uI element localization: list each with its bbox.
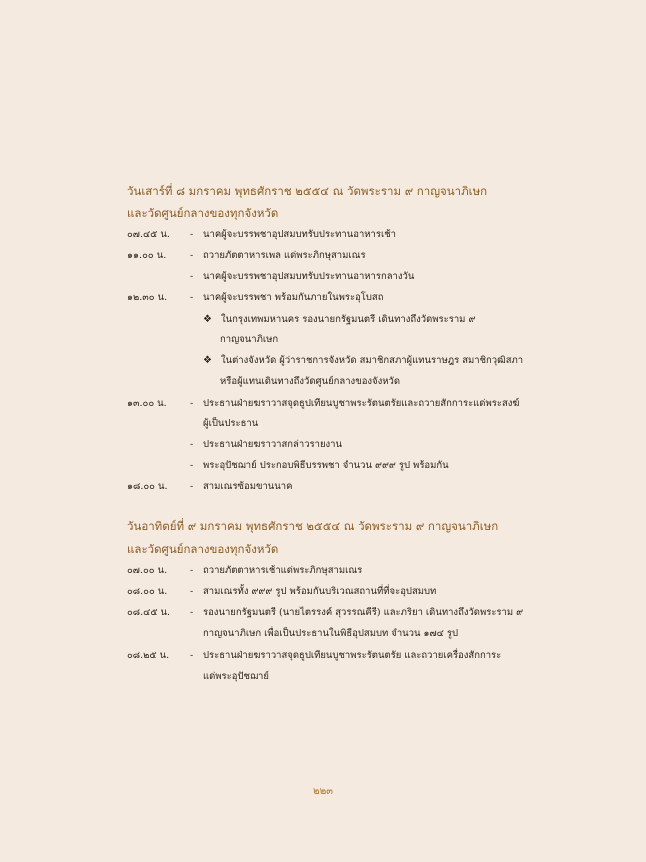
schedule-text: นาคผู้จะบรรพชาอุปสมบทรับประทานอาหารกลางวัน (203, 271, 415, 282)
schedule-row (127, 266, 527, 287)
schedule-dash: - (190, 439, 194, 450)
schedule-text: ประธานฝ่ายฆราวาสจุดธูปเทียนบูชาพระรัตนตรัยและถวายสักการะแด่พระสงฆ์ (203, 398, 520, 409)
schedule-dash: - (190, 460, 194, 471)
schedule-text-continued: ผู้เป็นประธาน (203, 418, 259, 429)
schedule-row (127, 434, 527, 455)
schedule-row (127, 581, 527, 602)
schedule-row (127, 393, 527, 414)
bullet-text-continued: หรือผู้แทนเดินทางถึงวัดศูนย์กลางของจังหวัด (220, 376, 401, 387)
schedule-dash: - (190, 607, 194, 618)
schedule-text: ถวายภัตตาหารเช้าแด่พระภิกษุสามเณร (203, 565, 363, 576)
section2-heading-line1: วันอาทิตย์ที่ ๙ มกราคม พุทธศักราช ๒๕๕๔ ณ วัดพระราม ๙ กาญจนาภิเษก (127, 519, 499, 533)
section2-heading-line2: และวัดศูนย์กลางของทุกจังหวัด (127, 542, 279, 556)
schedule-dash: - (190, 250, 194, 261)
bullet-text-continued: กาญจนาภิเษก (220, 334, 279, 345)
schedule-dash: - (190, 481, 194, 492)
schedule-row (127, 560, 527, 581)
schedule-time: ๐๗.๔๕ น. (127, 229, 170, 240)
schedule-dash: - (190, 650, 194, 661)
schedule-time: ๑๒.๓๐ น. (127, 292, 168, 303)
schedule-text: ประธานฝ่ายฆราวาสจุดธูปเทียนบูชาพระรัตนตรัย และถวายเครื่องสักการะ (203, 650, 502, 661)
schedule-text: ประธานฝ่ายฆราวาสกล่าวรายงาน (203, 439, 342, 450)
schedule-time: ๐๘.๒๕ น. (127, 650, 170, 661)
schedule-text: สามเณรซ้อมขานนาค (203, 481, 293, 492)
schedule-row (127, 602, 527, 623)
schedule-text-continued: กาญจนาภิเษก เพื่อเป็นประธานในพิธีอุปสมบท จำนวน ๑๗๔ รูป (203, 628, 459, 639)
schedule-time: ๑๘.๐๐ น. (127, 481, 168, 492)
schedule-time: ๑๓.๐๐ น. (127, 398, 167, 409)
section1-heading-line2: และวัดศูนย์กลางของทุกจังหวัด (127, 206, 279, 220)
schedule-dash: - (190, 565, 194, 576)
schedule-time: ๐๗.๐๐ น. (127, 565, 168, 576)
schedule-dash: - (190, 586, 194, 597)
schedule-dash: - (190, 229, 194, 240)
schedule-row (127, 245, 527, 266)
schedule-text: ถวายภัตตาหารเพล แด่พระภิกษุสามเณร (203, 250, 366, 261)
bullet-text: ในต่างจังหวัด ผู้ว่าราชการจังหวัด สมาชิกสภาผู้แทนราษฎร สมาชิกวุฒิสภา (221, 355, 524, 366)
page-number: ๒๒๓ (312, 786, 334, 797)
schedule-row (127, 645, 527, 666)
diamond-bullet-icon: ❖ (203, 355, 212, 366)
schedule-row (127, 476, 527, 497)
schedule-text-continued: แด่พระอุปัชฌาย์ (203, 671, 269, 682)
schedule-text: นาคผู้จะบรรพชา พร้อมกันภายในพระอุโบสถ (203, 292, 384, 303)
schedule-time: ๐๘.๔๕ น. (127, 607, 171, 618)
schedule-row (127, 287, 527, 308)
section1-heading-line1: วันเสาร์ที่ ๘ มกราคม พุทธศักราช ๒๕๕๔ ณ วัดพระราม ๙ กาญจนาภิเษก (127, 184, 488, 198)
schedule-text: รองนายกรัฐมนตรี (นายไตรรงค์ สุวรรณคีรี) และภริยา เดินทางถึงวัดพระราม ๙ (203, 607, 524, 618)
diamond-bullet-icon: ❖ (203, 314, 212, 325)
schedule-dash: - (190, 271, 194, 282)
schedule-time: ๐๘.๐๐ น. (127, 586, 168, 597)
schedule-text: สามเณรทั้ง ๙๙๙ รูป พร้อมกันบริเวณสถานที่ที่จะอุปสมบท (203, 586, 437, 597)
schedule-time: ๑๑.๐๐ น. (127, 250, 167, 261)
schedule-dash: - (190, 398, 194, 409)
schedule-text: พระอุปัชฌาย์ ประกอบพิธีบรรพชา จำนวน ๙๙๙ รูป พร้อมกัน (203, 460, 449, 471)
schedule-row (127, 455, 527, 476)
schedule-dash: - (190, 292, 194, 303)
schedule-row (127, 224, 527, 245)
bullet-text: ในกรุงเทพมหานคร รองนายกรัฐมนตรี เดินทางถึงวัดพระราม ๙ (221, 314, 476, 325)
schedule-text: นาคผู้จะบรรพชาอุปสมบทรับประทานอาหารเช้า (203, 229, 397, 240)
